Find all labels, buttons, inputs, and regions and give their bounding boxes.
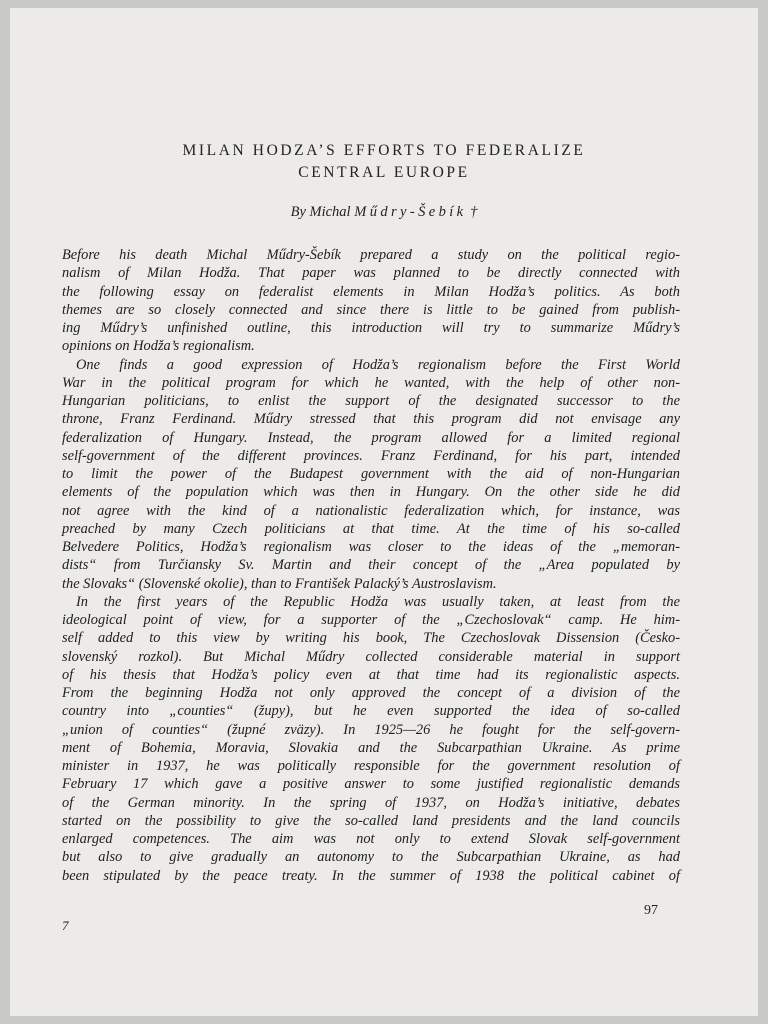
- body-line: ideological point of view, for a supporter of the „Czechoslovak“ camp. He him-: [62, 612, 680, 628]
- body-line: nalism of Milan Hodža. That paper was planned to be directly connected with: [62, 265, 680, 282]
- body-line: self added to this view by writing his book, The Czechoslovak Dissension (Česko-: [62, 630, 680, 647]
- body-line: themes are so closely connected and since there is little to be gained from publish-: [62, 301, 680, 318]
- body-line: preached by many Czech politicians at that time. At the time of his so-called: [62, 520, 680, 537]
- body-line: throne, Franz Ferdinand. Műdry stressed that this program did not envisage any: [62, 411, 680, 428]
- article-body: [62, 246, 680, 885]
- article-title: [10, 140, 758, 184]
- document-page: [10, 8, 758, 1016]
- byline: [10, 204, 758, 221]
- body-line: federalization of Hungary. Instead, the program allowed for a limited regional: [62, 429, 680, 446]
- title-line-1: MILAN HODZA’S EFFORTS TO FEDERALIZE: [182, 142, 586, 159]
- body-line: slovenský rozkol). But Michal Műdry collected considerable material in support: [62, 648, 680, 665]
- body-line: to limit the power of the Budapest government with the aid of non-Hungarian: [62, 466, 680, 482]
- body-line: Hungarian politicians, to enlist the support of the designated successor to the: [62, 393, 680, 409]
- body-line: opinions on Hodža’s regionalism.: [62, 338, 255, 355]
- page-number: 97: [644, 903, 658, 918]
- byline-author: Műdry-Šebík: [354, 204, 467, 220]
- body-line: self-government of the different provinces. Franz Ferdinand, for his part, intended: [62, 447, 680, 464]
- body-line: February 17 which gave a positive answer to some justified regionalistic demands: [62, 776, 680, 793]
- body-line: enlarged competences. The aim was not only to extend Slovak self-government: [62, 831, 680, 847]
- body-line: not agree with the kind of a nationalistic federalization which, for instance, was: [62, 502, 680, 519]
- body-line: Before his death Michal Műdry-Šebík prepared a study on the political regio-: [62, 247, 680, 263]
- body-line: elements of the population which was then in Hungary. On the other side he did: [62, 484, 680, 501]
- body-line: One finds a good expression of Hodža’s regionalism before the First World: [76, 356, 680, 373]
- body-line: country into „counties“ (župy), but he even supported the idea of so-called: [62, 703, 680, 720]
- body-line: but also to give gradually an autonomy to the Subcarpathian Ukraine, as had: [62, 849, 680, 866]
- body-line: been stipulated by the peace treaty. In the summer of 1938 the political cabinet of: [62, 867, 680, 884]
- byline-prefix: By Michal: [290, 204, 355, 220]
- body-line: Belvedere Politics, Hodža’s regionalism was closer to the ideas of the „memoran-: [62, 539, 680, 555]
- body-line: the following essay on federalist elements in Milan Hodža’s politics. As both: [62, 283, 680, 300]
- body-line: „union of counties“ (župné zväzy). In 1925—26 he fought for the self-govern-: [62, 721, 680, 738]
- byline-dagger: †: [470, 204, 478, 220]
- body-line: From the beginning Hodža not only approved the concept of a division of the: [62, 685, 680, 701]
- title-line-2: CENTRAL EUROPE: [298, 164, 470, 181]
- body-line: ment of Bohemia, Moravia, Slovakia and the Subcarpathian Ukraine. As prime: [62, 739, 680, 756]
- body-line: of his thesis that Hodža’s policy even at that time had its regionalistic aspects.: [62, 666, 680, 683]
- body-line: of the German minority. In the spring of 1937, on Hodža’s initiative, debates: [62, 794, 680, 811]
- body-line: In the first years of the Republic Hodža was usually taken, at least from the: [76, 593, 680, 610]
- body-line: started on the possibility to give the so-called land presidents and the land councils: [62, 812, 680, 829]
- body-line: the Slovaks“ (Slovenské okolie), than to František Palacký’s Austroslavism.: [62, 575, 497, 592]
- body-line: War in the political program for which he wanted, with the help of other non-: [62, 374, 680, 391]
- signature-mark: 7: [62, 918, 69, 933]
- body-line: minister in 1937, he was politically responsible for the government resolution of: [62, 758, 680, 774]
- body-line: dists“ from Turčiansky Sv. Martin and their concept of the „Area populated by: [62, 557, 680, 574]
- body-line: ing Műdry’s unfinished outline, this introduction will try to summarize Műdry’s: [62, 320, 680, 336]
